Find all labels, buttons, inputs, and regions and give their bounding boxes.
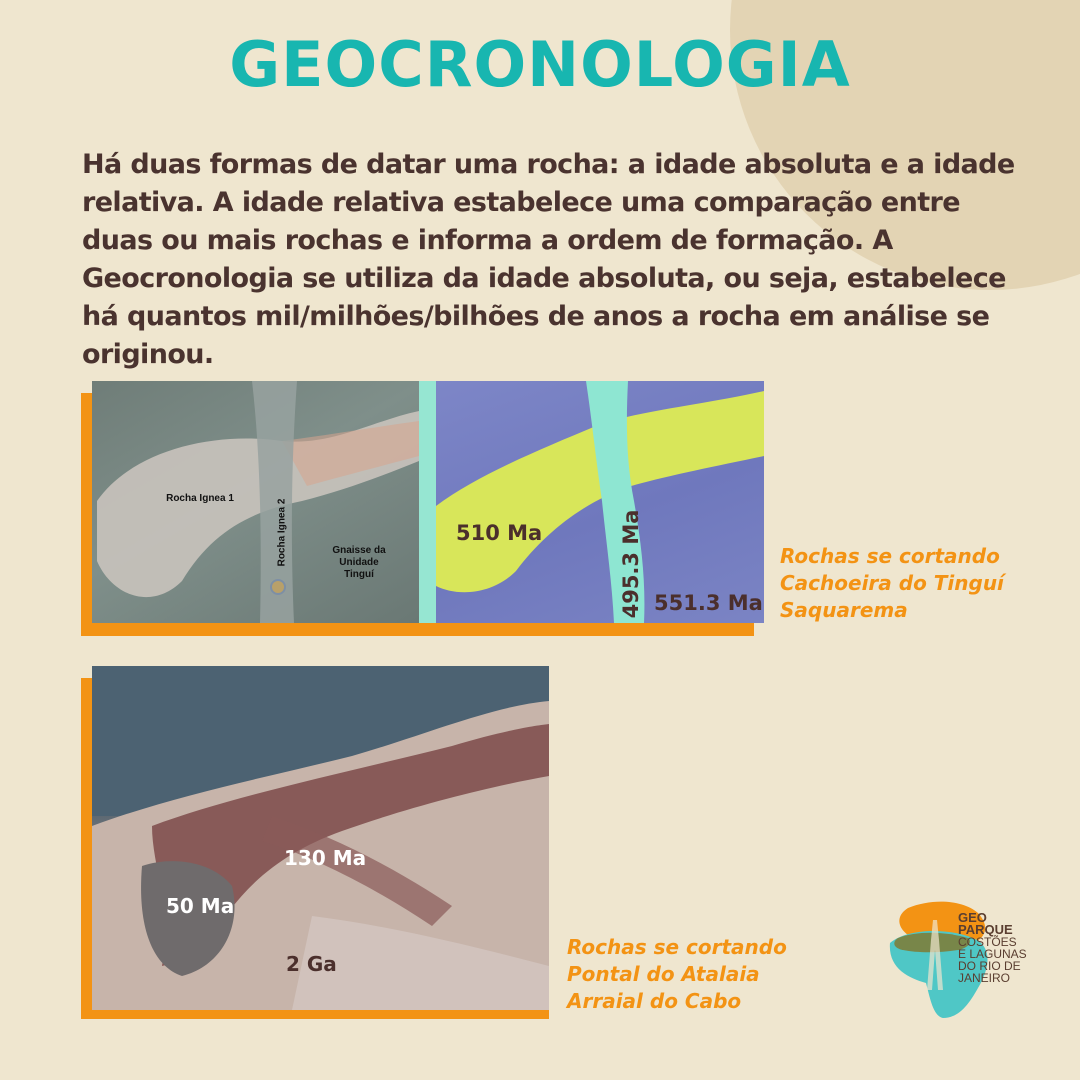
- logo-line-geo: GEO: [958, 910, 987, 925]
- figure1-accent-frame: [81, 393, 92, 636]
- logo-line-lagunas: E LAGUNAS: [958, 947, 1027, 961]
- figure1-caption: [780, 543, 1004, 624]
- age-label-130: 130 Ma: [284, 846, 367, 870]
- figure1-caption-line1: Rochas se cortando: [780, 544, 1000, 568]
- figure1-original-photo: [92, 381, 419, 623]
- figure2-caption: [567, 934, 787, 1015]
- figure1-caption-line3: Saquarema: [780, 598, 908, 622]
- figure2-caption-line1: Rochas se cortando: [567, 935, 787, 959]
- logo-line-rio: DO RIO DE: [958, 959, 1021, 973]
- logo-line-costoes: COSTÕES: [958, 935, 1017, 949]
- figure2-caption-line2: Pontal do Atalaia: [567, 962, 760, 986]
- logo-line-parque: PARQUE: [958, 922, 1013, 937]
- age-label-510: 510 Ma: [456, 521, 543, 545]
- label-rocha-ignea-1: Rocha Ignea 1: [166, 493, 234, 504]
- age-label-50: 50 Ma: [166, 894, 235, 918]
- age-label-551: 551.3 Ma: [654, 591, 763, 615]
- figure1-accent-bottom: [81, 623, 754, 636]
- age-label-495: 495.3 Ma: [619, 509, 643, 619]
- figure2-caption-line3: Arraial do Cabo: [567, 989, 742, 1013]
- logo-line-janeiro: JANEIRO: [958, 971, 1011, 985]
- page-title: GEOCRONOLOGIA: [229, 28, 851, 101]
- intro-paragraph: Há duas formas de datar uma rocha: a idade absoluta e a idade relativa. A idade relativa estabelece uma comparação entre duas ou mais rochas e informa a ordem de formação. A Geocronologia se utiliza da idade absoluta, ou seja, estabelece há quantos mil/milhões/bilhões de anos a rocha em análise se originou.: [82, 149, 1015, 370]
- age-label-2ga: 2 Ga: [286, 952, 337, 976]
- figure2-accent-frame: [81, 678, 92, 1019]
- label-rocha-ignea-2: Rocha Ignea 2: [276, 498, 288, 567]
- figure1-annotated-photo: [436, 381, 764, 623]
- figure1-caption-line2: Cachoeira do Tinguí: [780, 571, 1004, 595]
- geoparque-logo-text: [958, 912, 1027, 984]
- figure2-accent-bottom: [81, 1009, 549, 1019]
- label-gnaisse: Gnaisse da Unidade Tinguí: [332, 545, 386, 580]
- figure2-coast-photo: [92, 666, 549, 1010]
- figure1-divider: [419, 381, 436, 623]
